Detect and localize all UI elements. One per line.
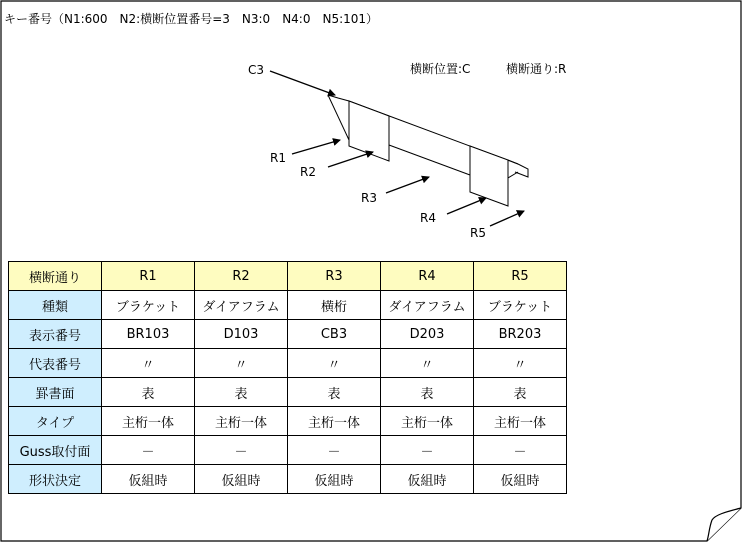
table-cell: BR103 <box>102 320 195 349</box>
table-cell: BR203 <box>474 320 567 349</box>
table-cell: ダイアフラム <box>381 291 474 320</box>
table-cell: 表 <box>195 378 288 407</box>
table-cell: ブラケット <box>102 291 195 320</box>
table-row <box>9 407 567 436</box>
label-c3: C3 <box>248 63 265 77</box>
arrow-r5 <box>490 211 524 226</box>
column-header-r4: R4 <box>381 262 474 291</box>
table-row <box>9 320 567 349</box>
row-label-shape-decision: 形状決定 <box>9 465 102 494</box>
row-label-type: 種類 <box>9 291 102 320</box>
table-cell: ブラケット <box>474 291 567 320</box>
table-cell: CB3 <box>288 320 381 349</box>
table-cell: 〃 <box>195 349 288 378</box>
table-cell: － <box>381 436 474 465</box>
row-label-guss-face: Guss取付面 <box>9 436 102 465</box>
table-cell: 〃 <box>288 349 381 378</box>
label-r1: R1 <box>270 151 286 165</box>
row-label-kind: タイプ <box>9 407 102 436</box>
key-number-header: キー番号（N1:600 N2:横断位置番号=3 N3:0 N4:0 N5:101） <box>4 12 379 26</box>
label-r3: R3 <box>361 191 377 205</box>
label-r2: R2 <box>300 165 316 179</box>
table-row <box>9 291 567 320</box>
label-r4: R4 <box>420 211 436 225</box>
arrow-r3 <box>386 177 429 193</box>
table-row <box>9 436 567 465</box>
table-cell: 〃 <box>381 349 474 378</box>
table-cell: 仮組時 <box>474 465 567 494</box>
diaphragm-left <box>349 101 389 161</box>
table-cell: 〃 <box>102 349 195 378</box>
arrow-r4 <box>447 198 486 214</box>
row-label-representative-number: 代表番号 <box>9 349 102 378</box>
arrow-c3 <box>270 71 335 95</box>
table-cell: D203 <box>381 320 474 349</box>
table-cell: 仮組時 <box>102 465 195 494</box>
column-header-r1: R1 <box>102 262 195 291</box>
table-cell: 表 <box>288 378 381 407</box>
table-cell: 〃 <box>474 349 567 378</box>
table-row <box>9 378 567 407</box>
table-cell: － <box>288 436 381 465</box>
table-cell: － <box>102 436 195 465</box>
label-r5: R5 <box>470 226 486 240</box>
column-header-r5: R5 <box>474 262 567 291</box>
row-label-display-number: 表示番号 <box>9 320 102 349</box>
member-table <box>8 261 567 494</box>
table-cell: 仮組時 <box>288 465 381 494</box>
table-cell: D103 <box>195 320 288 349</box>
table-row <box>9 465 567 494</box>
table-cell: 主桁一体 <box>102 407 195 436</box>
row-label-marking-face: 罫書面 <box>9 378 102 407</box>
table-cell: 仮組時 <box>195 465 288 494</box>
header-cross-street: 横断通り <box>9 262 102 291</box>
table-cell: 横桁 <box>288 291 381 320</box>
table-row <box>9 349 567 378</box>
table-cell: 表 <box>381 378 474 407</box>
cross-street-label: 横断通り:R <box>506 62 567 76</box>
table-cell: － <box>474 436 567 465</box>
table-cell: 表 <box>102 378 195 407</box>
table-cell: 表 <box>474 378 567 407</box>
table-cell: 主桁一体 <box>288 407 381 436</box>
table-cell: 主桁一体 <box>195 407 288 436</box>
table-cell: 仮組時 <box>381 465 474 494</box>
arrow-r1 <box>292 140 340 154</box>
pointer-arrows <box>270 71 524 226</box>
cross-position-label: 横断位置:C <box>410 62 471 76</box>
column-header-r2: R2 <box>195 262 288 291</box>
table-cell: 主桁一体 <box>381 407 474 436</box>
column-header-r3: R3 <box>288 262 381 291</box>
diaphragm-right <box>470 146 518 206</box>
cross-section-diagram <box>0 0 743 260</box>
arrow-r2 <box>328 152 373 167</box>
table-cell: 主桁一体 <box>474 407 567 436</box>
table-header-row <box>9 262 567 291</box>
table-cell: － <box>195 436 288 465</box>
table-cell: ダイアフラム <box>195 291 288 320</box>
